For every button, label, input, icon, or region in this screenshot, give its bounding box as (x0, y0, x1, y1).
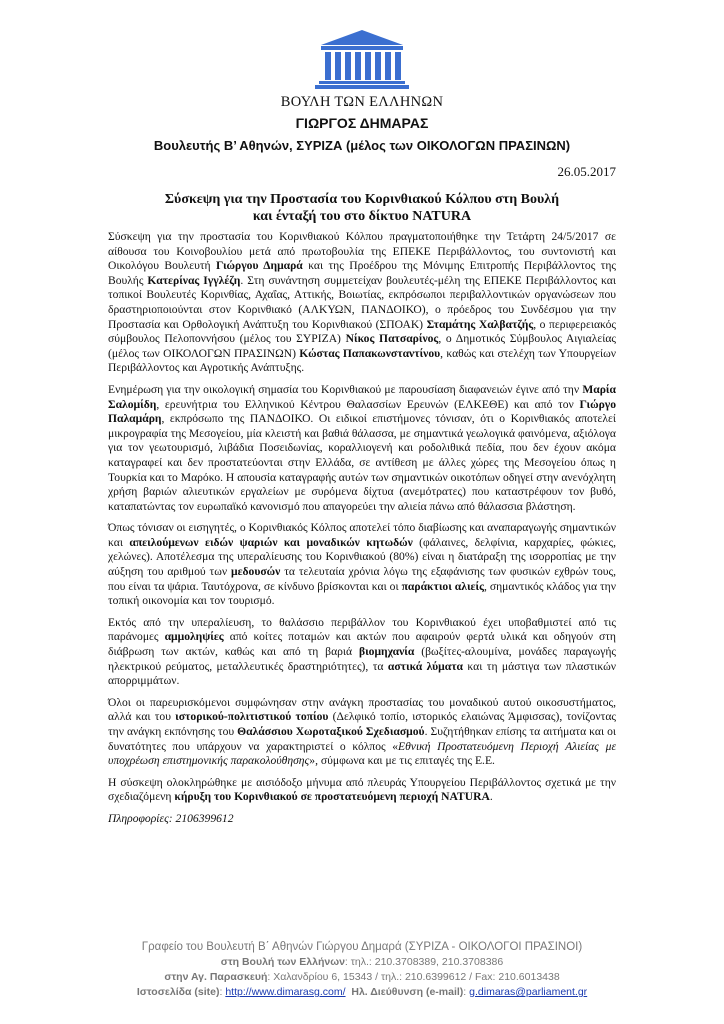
text: , ο Δημοτικός Σύμβουλος Αιγιαλείας (μέλος των ΟΙΚΟΛΟΓΩΝ ΠΡΑΣΙΝΩΝ) (108, 332, 616, 360)
footer-label: Ηλ. Διεύθυνση (e-mail) (345, 986, 464, 998)
footer-label: Ιστοσελίδα (site) (136, 986, 220, 998)
text: , ο περιφερειακός σύμβουλος Πελοποννήσου (μέλος του ΣΥΡΙΖΑ) (108, 317, 616, 346)
text: , σημαντικός κλάδος για την τοπική οικονομία και τον τουρισμό. (108, 579, 616, 608)
bold-text: κήρυξη του Κορινθιακού σε προστατευόμενη περιοχή NATURA (174, 790, 490, 804)
email-link[interactable]: g.dimaras@parliament.gr (469, 986, 588, 998)
bold-text: παράκτιοι αλιείς (401, 579, 484, 593)
footer-office: Γραφείο του Βουλευτή Β΄ Αθηνών Γιώργου Δημαρά (ΣΥΡΙΖΑ - ΟΙΚΟΛΟΓΟΙ ΠΡΑΣΙΝΟΙ) (141, 941, 583, 953)
paragraph-3 (108, 521, 616, 609)
text: (βωξίτες-αλουμίνα, μονάδες παραγωγής ηλεκτρικού ρεύματος, μεταλλευτικές δραστηριότητες), τα (108, 645, 616, 673)
text: , ερευνήτρια του Ελληνικού Κέντρου Θαλασσίων Ερευνών (ΕΛΚΕΘΕ) και από τον (156, 397, 580, 411)
bold-text: Γιώργο Παλαμάρη (108, 397, 616, 426)
footer-text: : (463, 986, 470, 998)
footer-agia-paraskevi-contact (60, 970, 664, 985)
paragraph-6 (108, 776, 616, 805)
bold-text: μεδουσών (231, 565, 281, 579)
footer-web-contact (60, 985, 664, 1000)
footer-label: στη Βουλή των Ελλήνων (220, 956, 345, 968)
bold-text: βιομηχανία (358, 645, 415, 659)
text: , καθώς και στελέχη των Υπουργείων Περιβάλλοντος και Αγροτικής Ανάπτυξης. (108, 346, 617, 375)
bold-text: Κώστας Παπακωνσταντίνου (299, 346, 441, 360)
text: και της Προέδρου της Μόνιμης Επιτροπής Περιβάλλοντος της Βουλής (108, 259, 616, 287)
bold-text: αστικά λύματα (387, 659, 464, 673)
footer-text: : Χαλανδρίου 6, 15343 / τηλ.: 210.6399612 / Fax: 210.6013438 (267, 971, 560, 983)
bold-text: Θαλάσσιου Χωροταξικού Σχεδιασμού (237, 725, 425, 738)
footer (60, 940, 664, 1000)
mp-name: ΓΙΩΡΓΟΣ ΔΗΜΑΡΑΣ (295, 115, 429, 131)
bold-text: Νίκος Πατσαρίνος (345, 332, 439, 346)
parliament-building-icon (315, 28, 409, 90)
italic-text: Εθνική Προστατευόμενη Περιοχή Αλιείας με υποχρέωση επιστημονικής παρακολούθησης (108, 739, 617, 768)
title-line-2: και ένταξή του στο δίκτυο NATURA (252, 209, 472, 224)
text: . Στη συνάντηση συμμετείχαν βουλευτές-μέλη της ΕΠΕΚΕ Περιβάλλοντος και τοπικοί Βουλευτές Κορινθίας, Αχαΐας, Αττικής, Βοιωτίας, εκπρόσωποι περιβαλλοντικών οργανώσεων που δραστηριοποιούνται στον Κορινθιακό (ΑΛΚΥΩΝ, ΠΑΝΔΟΙΚΟ), ο πρόεδρος του Συνδέσμου για την Προστασία και Ορθολογική Ανάπτυξη του Κορινθιακού (ΣΠΟΑΚ) (108, 273, 616, 331)
text: », σύμφωνα και με τις επιταγές της Ε.Ε. (309, 754, 495, 768)
footer-text: : (219, 986, 226, 998)
text: . (489, 790, 493, 804)
text: (φάλαινες, δελφίνια, καρχαρίες, φώκιες, χελώνες). Αποτέλεσμα της υπεραλίευσης του Κορινθιακού (80%) είναι η διατάραξη της ισορροπίας με την αύξηση του αριθμού των (108, 535, 616, 579)
footer-text: : τηλ.: 210.3708389, 210.3708386 (344, 956, 504, 968)
bold-text: απειλούμενων ειδών ψαριών και μοναδικών κητωδών (129, 535, 413, 549)
title-line-1: Σύσκεψη για την Προστασία του Κορινθιακού Κόλπου στη Βουλή (164, 192, 560, 207)
institution-name: ΒΟΥΛΗ ΤΩΝ ΕΛΛΗΝΩΝ (280, 94, 444, 110)
text: , εκπρόσωπο της ΠΑΝΔΟΙΚΟ. Οι ειδικοί επιστήμονες τόνισαν, ότι ο Κορινθιακός αποτελεί μικρογραφία της Μεσογείου, μία κλειστή και βαθιά θάλασσα, με σημαντικά γεωλογικά φαινόμενα, αξιόλογα για τον γεωτουρισμό, λιβάδια Ποσειδωνίας, κοραλλιογενή και ροδολιθικά πεδία, που δεν έχουν ακόμα καταγραφεί και δεν προστατεύονται στην Ελλάδα, σε αντίθεση με άλλες χώρες της Μεσογείου όπως η Τουρκία και το Μαρόκο. Η απουσία καταγραφής αυτών των σημαντικών οικοτόπων οδηγεί στην ανενόχλητη χρήση βαριών αλιευτικών εργαλείων με συρόμενα δίχτυα (ανεμότρατες) που καταστρέφουν τον βυθό, καταπατώντας τον ευρωπαϊκό κανονισμό που απαγορεύει την αλιεία πάνω από θάλασσια βλάστηση. (108, 412, 616, 513)
text: τα τελευταία χρόνια λόγω της εξαφάνισης των φυσικών εχθρών τους, που είναι τα ψάρια. Ταυτόχρονα, σε κίνδυνο βρίσκονται και οι (108, 565, 617, 593)
text: . Συζητήθηκαν επίσης τα αιτήματα και οι δυνατότητες που υπάρχουν να χαρακτηριστεί ο κόλπος « (108, 725, 616, 753)
text: από κοίτες ποταμών και ακτών που αφαιρούν φερτά υλικά και οδηγούν στη διάβρωση των ακτών, καθώς και από τη βαριά (108, 630, 616, 659)
bold-text: Μαρία Σαλομίδη (108, 382, 616, 411)
text: Εκτός από την υπεραλίευση, το θαλάσσιο περιβάλλον του Κορινθιακού έχει υποβαθμιστεί από τις παράνομες (108, 615, 616, 644)
text: Η σύσκεψη ολοκληρώθηκε με αισιόδοξο μήνυμα από πλευράς Υπουργείου Περιβάλλοντος σχετικά με την σχεδιαζόμενη (108, 775, 616, 804)
footer-parliament-contact (60, 955, 664, 970)
release-date: 26.05.2017 (557, 164, 616, 179)
bold-text: Σταμάτης Χαλβατζής (426, 317, 534, 331)
text: Όπως τόνισαν οι εισηγητές, ο Κορινθιακός Κόλπος αποτελεί τόπο διαβίωσης και αναπαραγωγής σημαντικών και (108, 521, 616, 549)
footer-label: στην Αγ. Παρασκευή (164, 971, 268, 983)
text: (Δελφικό τοπίο, ιστορικός ελαιώνας Άμφισσας), τονίζοντας την ανάγκη εκπόνησης του (108, 710, 616, 738)
paragraph-4 (108, 616, 616, 689)
bold-text: αμμοληψίες (164, 630, 224, 644)
paragraph-1 (108, 230, 616, 376)
paragraph-2 (108, 383, 616, 514)
bold-text: Γιώργου Δημαρά (215, 259, 303, 273)
info-phone: Πληροφορίες: 2106399612 (108, 811, 234, 825)
website-link[interactable]: http://www.dimarasg.com/ (225, 986, 346, 998)
bold-text: Κατερίνας Ιγγλέζη (147, 273, 241, 287)
text: Ενημέρωση για την οικολογική σημασία του Κορινθιακού με παρουσίαση διαφανειών έγινε από την (108, 382, 583, 396)
text: Σύσκεψη για την προστασία του Κορινθιακού Κόλπου πραγματοποιήθηκε την Τετάρτη 24/5/2017 σε αίθουσα του Κοινοβουλίου μετά από πρωτοβουλία της ΕΠΕΚΕ Περιβάλλοντος, του συντονιστή και Οικολόγου Βουλευτή (108, 230, 616, 273)
text: και τη μάστιγα των πλαστικών απορριμμάτων. (108, 659, 617, 688)
mp-role: Βουλευτής Β’ Αθηνών, ΣΥΡΙΖΑ (μέλος των ΟΙΚΟΛΟΓΩΝ ΠΡΑΣΙΝΩΝ) (153, 138, 571, 153)
press-release-body (108, 230, 616, 834)
press-release-title (110, 191, 614, 225)
bold-text: ιστορικού-πολιτιστικού τοπίου (175, 710, 329, 724)
text: Όλοι οι παρευρισκόμενοι συμφώνησαν στην ανάγκη προστασίας του μοναδικού αυτού οικοσυστήματος, αλλά και του (108, 695, 616, 724)
paragraph-5 (108, 696, 616, 769)
